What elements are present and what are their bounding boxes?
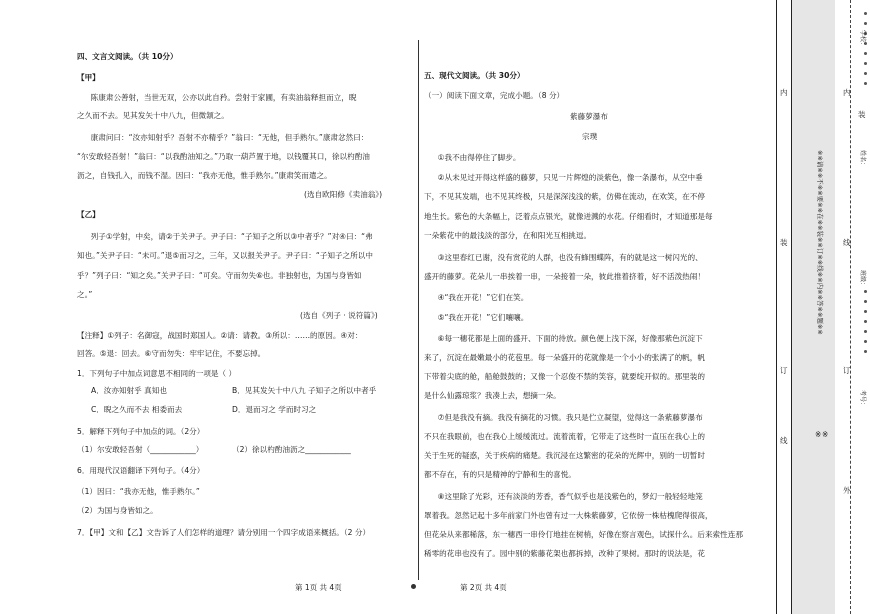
jia-line: 康肃问曰：“汝亦知射乎？吾射不亦精乎？”翁曰：“无他，但手熟尔。”康肃忿然曰： bbox=[90, 133, 369, 142]
para-line: ⑧这里除了光彩，还有淡淡的芳香，香气似乎也是浅紫色的，梦幻一般轻轻地笼 bbox=[437, 492, 703, 501]
outer-char: 内 bbox=[843, 88, 851, 97]
sub-title: （一）阅读下面文章，完成小题。（8 分） bbox=[424, 91, 565, 100]
page-divider bbox=[418, 40, 419, 580]
q1-option-c: C．睨之久而不去 相委而去 bbox=[91, 405, 183, 414]
school-label: 学校： bbox=[859, 30, 866, 49]
yi-line: 之。” bbox=[77, 290, 93, 299]
outer-char: 订 bbox=[843, 366, 851, 375]
q1-option-a: A．汝亦知射乎 真知也 bbox=[91, 386, 167, 395]
question-5: 5．解释下列句子中加点的词。（2分） bbox=[77, 427, 205, 436]
outer-char: 外 bbox=[843, 486, 851, 495]
jia-label: 【甲】 bbox=[77, 73, 100, 82]
jia-line: 之久而不去。见其发矢十中八九，但微颔之。 bbox=[77, 111, 229, 120]
jia-line: 陈康肃公善射，当世无双，公亦以此自矜。尝射于家圃，有卖油翁释担而立，睨 bbox=[90, 93, 357, 102]
para-line: ⑦但是我没有摘。我没有摘花的习惯。我只是伫立凝望，觉得这一条紫藤萝瀑布 bbox=[437, 413, 703, 422]
article-title: 紫藤萝瀑布 bbox=[570, 112, 608, 121]
para-line: 但花朵从来都稀落，东一穗西一串伶仃地挂在树梢，好像在察言观色，试探什么。后来索性连那 bbox=[424, 530, 743, 539]
q5-item: （2）徐以杓酌油沥之____________ bbox=[232, 445, 351, 454]
notes-line: 【注释】①列子：名御寇，战国时郑国人。②请：请教。③所以：……的原因。④对： bbox=[77, 331, 363, 340]
id-label: 考号： bbox=[859, 390, 866, 409]
q5-item: （1）尔安敢轻吾射（____________） bbox=[77, 445, 204, 454]
para-line: 下带着尖底的舱，船舱鼓鼓的；又像一个忍俊不禁的笑容，就要绽开似的。那里装的 bbox=[424, 372, 705, 381]
warning-mark: ※ bbox=[815, 430, 822, 439]
binding-gray-band bbox=[792, 0, 835, 614]
para-line: 一朵紫花中的最浅淡的部分，在和阳光互相挑逗。 bbox=[424, 231, 592, 240]
yi-line: 知也。”关尹子曰：“未可。”退⑤而习之，三年，又以报关尹子。尹子曰：“子知子之所以中 bbox=[77, 251, 373, 260]
jia-line: 沥之，自钱孔入，而钱不湿。因曰：“我亦无他，惟手熟尔。”康肃笑而遣之。 bbox=[77, 171, 332, 180]
class-label: 班级： bbox=[859, 270, 866, 289]
center-dot bbox=[411, 584, 416, 589]
inner-char: 线 bbox=[780, 436, 788, 445]
left-page bbox=[0, 0, 418, 614]
para-line: 罩着我。忽然记起十多年前家门外也曾有过一大株紫藤萝，它依傍一株枯槐爬得很高， bbox=[424, 511, 713, 520]
right-page bbox=[420, 0, 766, 614]
inner-char: 内 bbox=[780, 88, 788, 97]
para-line: 是什么仙露琼浆？我凑上去，想摘一朵。 bbox=[424, 391, 561, 400]
question-1: 1．下列句子中加点词意思不相同的一项是（ ） bbox=[77, 369, 237, 378]
notes-line: 回答。⑤退：回去。⑥守而勿失：牢牢记住，不要忘掉。 bbox=[77, 349, 266, 358]
para-line: 地生长。紫色的大条幅上，泛着点点银光，就像迸溅的水花。仔细看时，才知道那是每 bbox=[424, 212, 713, 221]
inner-char: 装 bbox=[780, 238, 788, 247]
para-line: 不只在我眼前，也在我心上缓缓流过。流着流着，它带走了这些时一直压在我心上的 bbox=[424, 432, 705, 441]
yi-label: 【乙】 bbox=[77, 210, 100, 219]
para-line: 稀零的花串也没有了。园中别的紫藤花架也都拆掉，改种了果树。那时的说法是，花 bbox=[424, 549, 705, 558]
question-7: 7．【甲】文和【乙】文告诉了人们怎样的道理？请分别用一个四字成语来概括。（2 分） bbox=[77, 528, 371, 537]
yi-line: 乎？”列子曰：“知之矣。”关尹子曰：“可矣。守而勿失⑥也。非独射也，为国与身皆如 bbox=[77, 271, 362, 280]
para-line: ①我不由得停住了脚步。 bbox=[437, 153, 521, 162]
warning-mark: ※ bbox=[822, 430, 829, 439]
para-line: 下，不见其发端，也不见其终极，只是深深浅浅的紫，仿佛在流动，在欢笑，在不停 bbox=[424, 192, 705, 201]
binding-warning: ※※请※※不※※要※※在※※装※※订※※线※※内※※答※※题※※ bbox=[816, 150, 824, 335]
para-line: ④“我在开花！”它们在笑。 bbox=[437, 293, 529, 302]
para-line: ⑤“我在开花！”它们嚷嚷。 bbox=[437, 313, 529, 322]
para-line: ②从未见过开得这样盛的藤萝，只见一片辉煌的淡紫色，像一条瀑布，从空中垂 bbox=[437, 173, 703, 182]
q1-option-b: B．见其发矢十中八九 子知子之所以中者乎 bbox=[232, 386, 377, 395]
para-line: 都不存在，有的只是精神的宁静和生的喜悦。 bbox=[424, 470, 576, 479]
page-footer-right: 第 2页 共 4页 bbox=[460, 583, 507, 592]
para-line: ③这里春红已谢，没有赏花的人群，也没有蜂围蝶阵，有的就是这一树闪光的、 bbox=[437, 253, 703, 262]
section-title-modern: 五、现代文阅读。（共 30分） bbox=[424, 71, 525, 80]
name-label: 姓名： bbox=[859, 150, 866, 169]
q6-item: （2）为国与身皆如之。 bbox=[77, 506, 158, 515]
outer-dots bbox=[864, 12, 868, 92]
yi-line: 列子①学射，中矣，请②于关尹子。尹子曰：“子知子之所以③中者乎？”对④曰：“弗 bbox=[90, 232, 373, 241]
outer-char: 装 bbox=[858, 110, 866, 119]
page-footer-left: 第 1页 共 4页 bbox=[295, 583, 342, 592]
yi-source: (选自《列子 · 说符篇》) bbox=[300, 311, 378, 320]
q6-item: （1）因曰：“我亦无他，惟手熟尔。” bbox=[77, 487, 200, 496]
outer-dots bbox=[864, 290, 868, 360]
para-line: 盛开的藤萝。花朵儿一串挨着一串，一朵接着一朵，彼此推着挤着，好不活泼热闹！ bbox=[424, 272, 705, 281]
para-line: 关于生死的疑惑，关于疾病的痛楚。我沉浸在这繁密的花朵的光辉中，别的一切暂时 bbox=[424, 451, 705, 460]
outer-char: 线 bbox=[843, 238, 851, 247]
para-line: ⑥每一穗花都是上面的盛开、下面的待放。颜色便上浅下深，好像那紫色沉淀下 bbox=[437, 334, 703, 343]
jia-source: (选自欧阳修《卖油翁》) bbox=[304, 190, 383, 199]
section-title-classical: 四、文言文阅读。（共 10分） bbox=[77, 52, 178, 61]
article-author: 宗璞 bbox=[582, 132, 598, 141]
q1-option-d: D．退而习之 学而时习之 bbox=[232, 405, 317, 414]
question-6: 6．用现代汉语翻译下列句子。（4分） bbox=[77, 466, 205, 475]
strip-border-line bbox=[776, 0, 777, 614]
inner-char: 订 bbox=[780, 366, 788, 375]
para-line: 来了，沉淀在最嫩最小的花苞里。每一朵盛开的花就像是一个小小的张满了的帆，帆 bbox=[424, 353, 705, 362]
jia-line: “尔安敢轻吾射！”翁曰：“以我酌油知之。”乃取一葫芦置于地，以钱覆其口，徐以杓酌油 bbox=[77, 152, 370, 161]
